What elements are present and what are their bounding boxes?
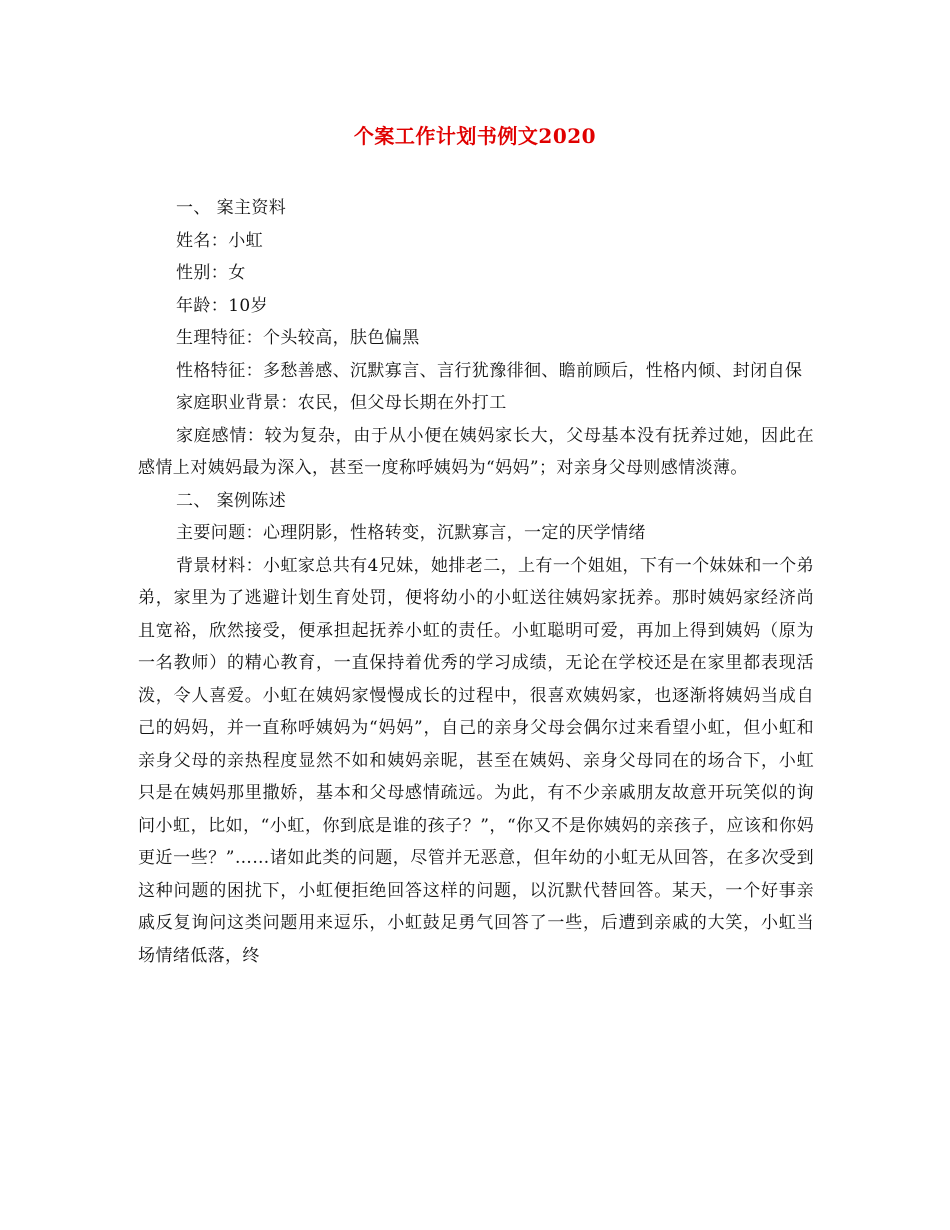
section-heading-2: 二、 案例陈述 (176, 490, 287, 511)
paragraph-age: 年龄：10岁 (176, 295, 269, 316)
paragraph-family-occupation: 家庭职业背景：农民，但父母长期在外打工 (176, 393, 507, 413)
paragraph-personality-traits: 性格特征：多愁善感、沉默寡言、言行犹豫徘徊、瞻前顾后，性格内倾、封闭自保 (176, 360, 803, 381)
section-heading-1: 一、 案主资料 (176, 198, 287, 218)
paragraph-main-problem: 主要问题：心理阴影，性格转变，沉默寡言，一定的厌学情绪 (176, 523, 646, 543)
paragraph-family-emotion: 家庭感情：较为复杂，由于从小便在姨妈家长大，父母基本没有抚养过她，因此在感情上对姨妈最为深入，甚至一度称呼姨妈为“妈妈”；对亲身父母则感情淡薄。 (138, 425, 814, 478)
paragraph-background: 背景材料：小虹家总共有4兄妹，她排老二，上有一个姐姐，下有一个妹妹和一个弟弟，家里为了逃避计划生育处罚，便将幼小的小虹送往姨妈家抚养。那时姨妈家经济尚且宽裕，欣然接受，便承担起抚养小虹的责任。小虹聪明可爱，再加上得到姨妈（原为一名教师）的精心教育，一直保持着优秀的学习成绩，无论在学校还是在家里都表现活泼，令人喜爱。小虹在姨妈家慢慢成长的过程中，很喜欢姨妈家，也逐渐将姨妈当成自己的妈妈，并一直称呼姨妈为“妈妈”，自己的亲身父母会偶尔过来看望小虹，但小虹和亲身父母的亲热程度显然不如和姨妈亲昵，甚至在姨妈、亲身父母同在的场合下，小虹只是在姨妈那里撒娇，基本和父母感情疏远。为此，有不少亲戚朋友故意开玩笑似的询问小虹，比如，“小虹，你到底是谁的孩子？”，“你又不是你姨妈的亲孩子，应该和你妈更近一些？”……诸如此类的问题，尽管并无恶意，但年幼的小虹无从回答，在多次受到这种问题的困扰下，小虹便拒绝回答这样的问题，以沉默代替回答。某天，一个好事亲戚反复询问这类问题用来逗乐，小虹鼓足勇气回答了一些，后遭到亲戚的大笑，小虹当场情绪低落，终 (138, 555, 814, 966)
paragraph-gender: 性别：女 (176, 263, 246, 283)
document-body (138, 192, 814, 972)
document-title: 个案工作计划书例文2020 (353, 124, 597, 148)
paragraph-physical-traits: 生理特征：个头较高，肤色偏黑 (176, 328, 420, 348)
paragraph-name: 姓名：小虹 (176, 230, 263, 251)
